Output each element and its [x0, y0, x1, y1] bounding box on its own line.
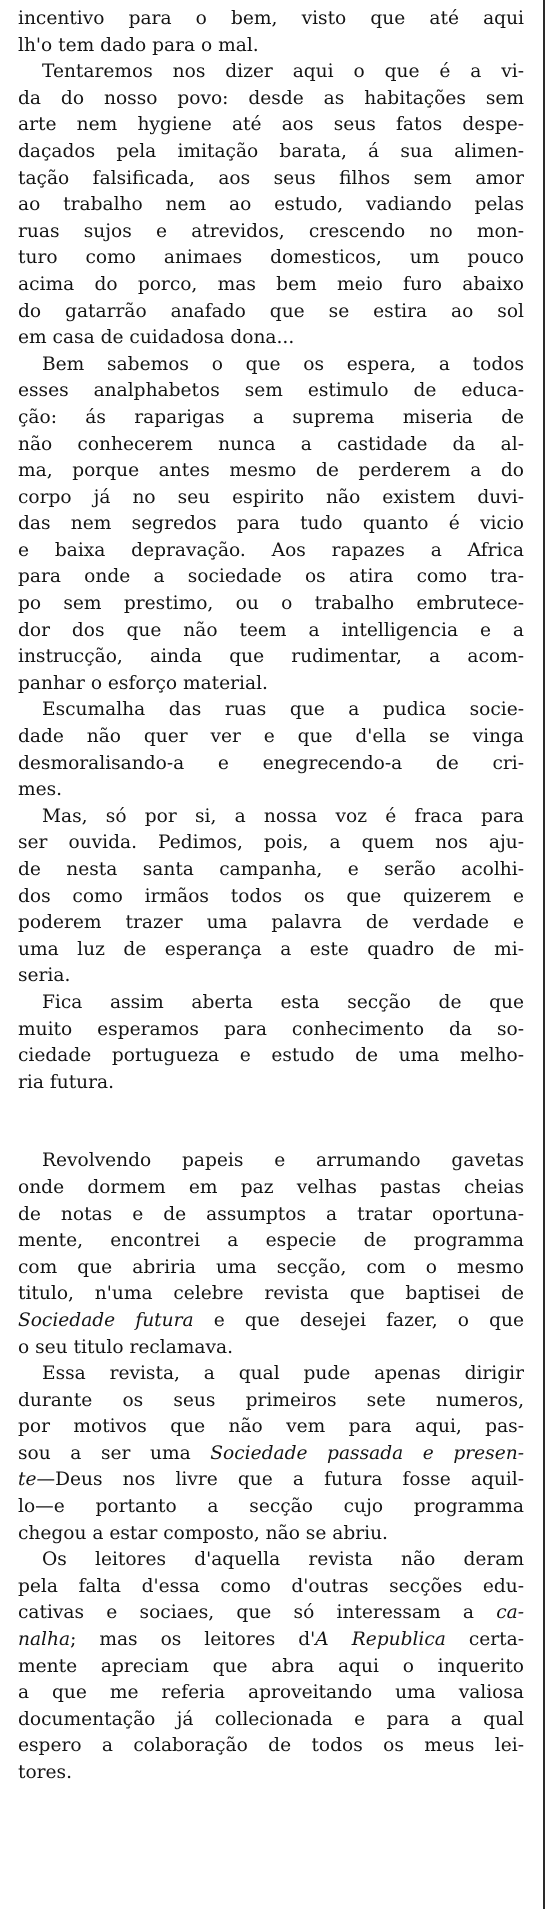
text-line: panhar o esforço material. [18, 672, 268, 694]
text-line: lo—e portanto a secção cujo programma [18, 1496, 524, 1518]
text-line: seria. [18, 965, 71, 987]
text-line: Tentaremos nos dizer aqui o que é a vi- [42, 61, 524, 83]
paragraph [18, 1361, 524, 1547]
text-line: Sociedade futura e que desejei fazer, o que [18, 1309, 524, 1331]
text-line: e baixa depravação. Aos rapazes a Africa [18, 539, 524, 561]
text-line: chegou a estar composto, não se abriu. [18, 1522, 388, 1544]
text-line: turo como animaes domesticos, um pouco [18, 247, 524, 269]
paragraph [18, 59, 524, 352]
text-line: cativas e sociaes, que só interessam a ca- [18, 1602, 524, 1624]
text-line: ruas sujos e atrevidos, crescendo no mon- [18, 220, 524, 242]
text-line: Os leitores d'aquella revista não deram [42, 1549, 524, 1571]
text-line: das nem segredos para tudo quanto é vicio [18, 513, 524, 535]
text-line: de nesta santa campanha, e serão acolhi- [18, 859, 524, 880]
text-line: daçados pela imitação barata, á sua alimen- [18, 140, 524, 162]
text-line: esses analphabetos sem estimulo de educa- [18, 380, 524, 402]
text-line: tores. [18, 1762, 73, 1783]
text-line: Mas, só por si, a nossa voz é fraca para [42, 805, 524, 827]
paragraph [18, 990, 524, 1096]
text-line: Essa revista, a qual pude apenas dirigir [42, 1363, 524, 1385]
paragraph [18, 352, 524, 698]
text-line: para onde a sociedade os atira como tra- [18, 566, 524, 588]
column-rule [543, 0, 545, 1909]
text-line: poderem trazer uma palavra de verdade e [18, 912, 524, 934]
paragraph [18, 697, 524, 803]
text-line: espero a colaboração de todos os meus lei- [18, 1735, 524, 1757]
text-line: ria futura. [18, 1071, 115, 1093]
text-line: Bem sabemos o que os espera, a todos [42, 353, 524, 375]
text-line: muito esperamos para conhecimento da so- [18, 1018, 524, 1040]
text-line: Fica assim aberta esta secção de que [42, 991, 524, 1013]
text-line: da do nosso povo: desde as habitações sem [18, 87, 524, 109]
text-line: documentação já collecionada e para a qual [18, 1708, 524, 1730]
text-line: por motivos que não vem para aqui, pas- [18, 1416, 524, 1438]
text-line: tação falsificada, aos seus filhos sem amor [18, 167, 524, 189]
text-line: nalha; mas os leitores d'A Republica certa- [18, 1629, 524, 1651]
text-line: ao trabalho nem ao estudo, vadiando pelas [18, 194, 524, 216]
text-line: titulo, n'uma celebre revista que baptisei de [18, 1283, 524, 1305]
text-line: ção: ás raparigas a suprema miseria de [18, 406, 524, 428]
text-line: de notas e de assumptos a tratar oportuna- [18, 1203, 524, 1225]
text-line: mente apreciam que abra aqui o inquerito [18, 1655, 524, 1677]
text-line: sou a ser uma Sociedade passada e presen- [18, 1442, 524, 1464]
text-line: Escumalha das ruas que a pudica socie- [42, 699, 524, 721]
text-line: uma luz de esperança a este quadro de mi- [18, 938, 524, 960]
text-line: lh'o tem dado para o mal. [18, 34, 259, 56]
text-line: arte nem hygiene até aos seus fatos despe- [18, 114, 524, 136]
text-line: onde dormem em paz velhas pastas cheias [18, 1176, 524, 1198]
paragraph [18, 6, 524, 59]
text-line: ser ouvida. Pedimos, pois, a quem nos aju- [18, 832, 524, 854]
text-line: o seu titulo reclamava. [18, 1336, 234, 1358]
section-break [18, 1096, 524, 1148]
text-line: a que me referia aproveitando uma valiosa [18, 1682, 524, 1704]
text-line: ciedade portugueza e estudo de uma melho- [18, 1045, 524, 1067]
text-line: não conhecerem nunca a castidade da al- [18, 433, 524, 455]
text-line: po sem prestimo, ou o trabalho embrutece- [18, 593, 524, 615]
text-line: ma, porque antes mesmo de perderem a do [18, 460, 524, 482]
text-line: mente, encontrei a especie de programma [18, 1230, 524, 1252]
text-line: dor dos que não teem a intelligencia e a [18, 619, 524, 641]
text-line: desmoralisando-a e enegrecendo-a de cri- [18, 752, 524, 774]
text-line: pela falta d'essa como d'outras secções edu- [18, 1575, 524, 1597]
text-line: dos como irmãos todos os que quizerem e [18, 885, 524, 907]
text-line: corpo já no seu espirito não existem duvi- [18, 486, 524, 508]
text-line: dade não quer ver e que d'ella se vinga [18, 726, 524, 748]
paragraph [18, 804, 524, 990]
text-line: durante os seus primeiros sete numeros, [18, 1389, 524, 1411]
text-line: incentivo para o bem, visto que até aqui [18, 8, 524, 29]
text-line: instrucção, ainda que rudimentar, a acom- [18, 646, 524, 668]
text-line: te—Deus nos livre que a futura fosse aquil- [18, 1469, 524, 1491]
text-line: Revolvendo papeis e arrumando gavetas [42, 1150, 524, 1172]
text-line: do gatarrão anafado que se estira ao sol [18, 300, 524, 322]
paragraph [18, 1547, 524, 1786]
text-line: em casa de cuidadosa dona... [18, 327, 295, 349]
text-line: com que abriria uma secção, com o mesmo [18, 1256, 524, 1278]
paragraph [18, 1148, 524, 1361]
text-line: acima do porco, mas bem meio furo abaixo [18, 273, 524, 295]
text-line: mes. [18, 779, 63, 801]
